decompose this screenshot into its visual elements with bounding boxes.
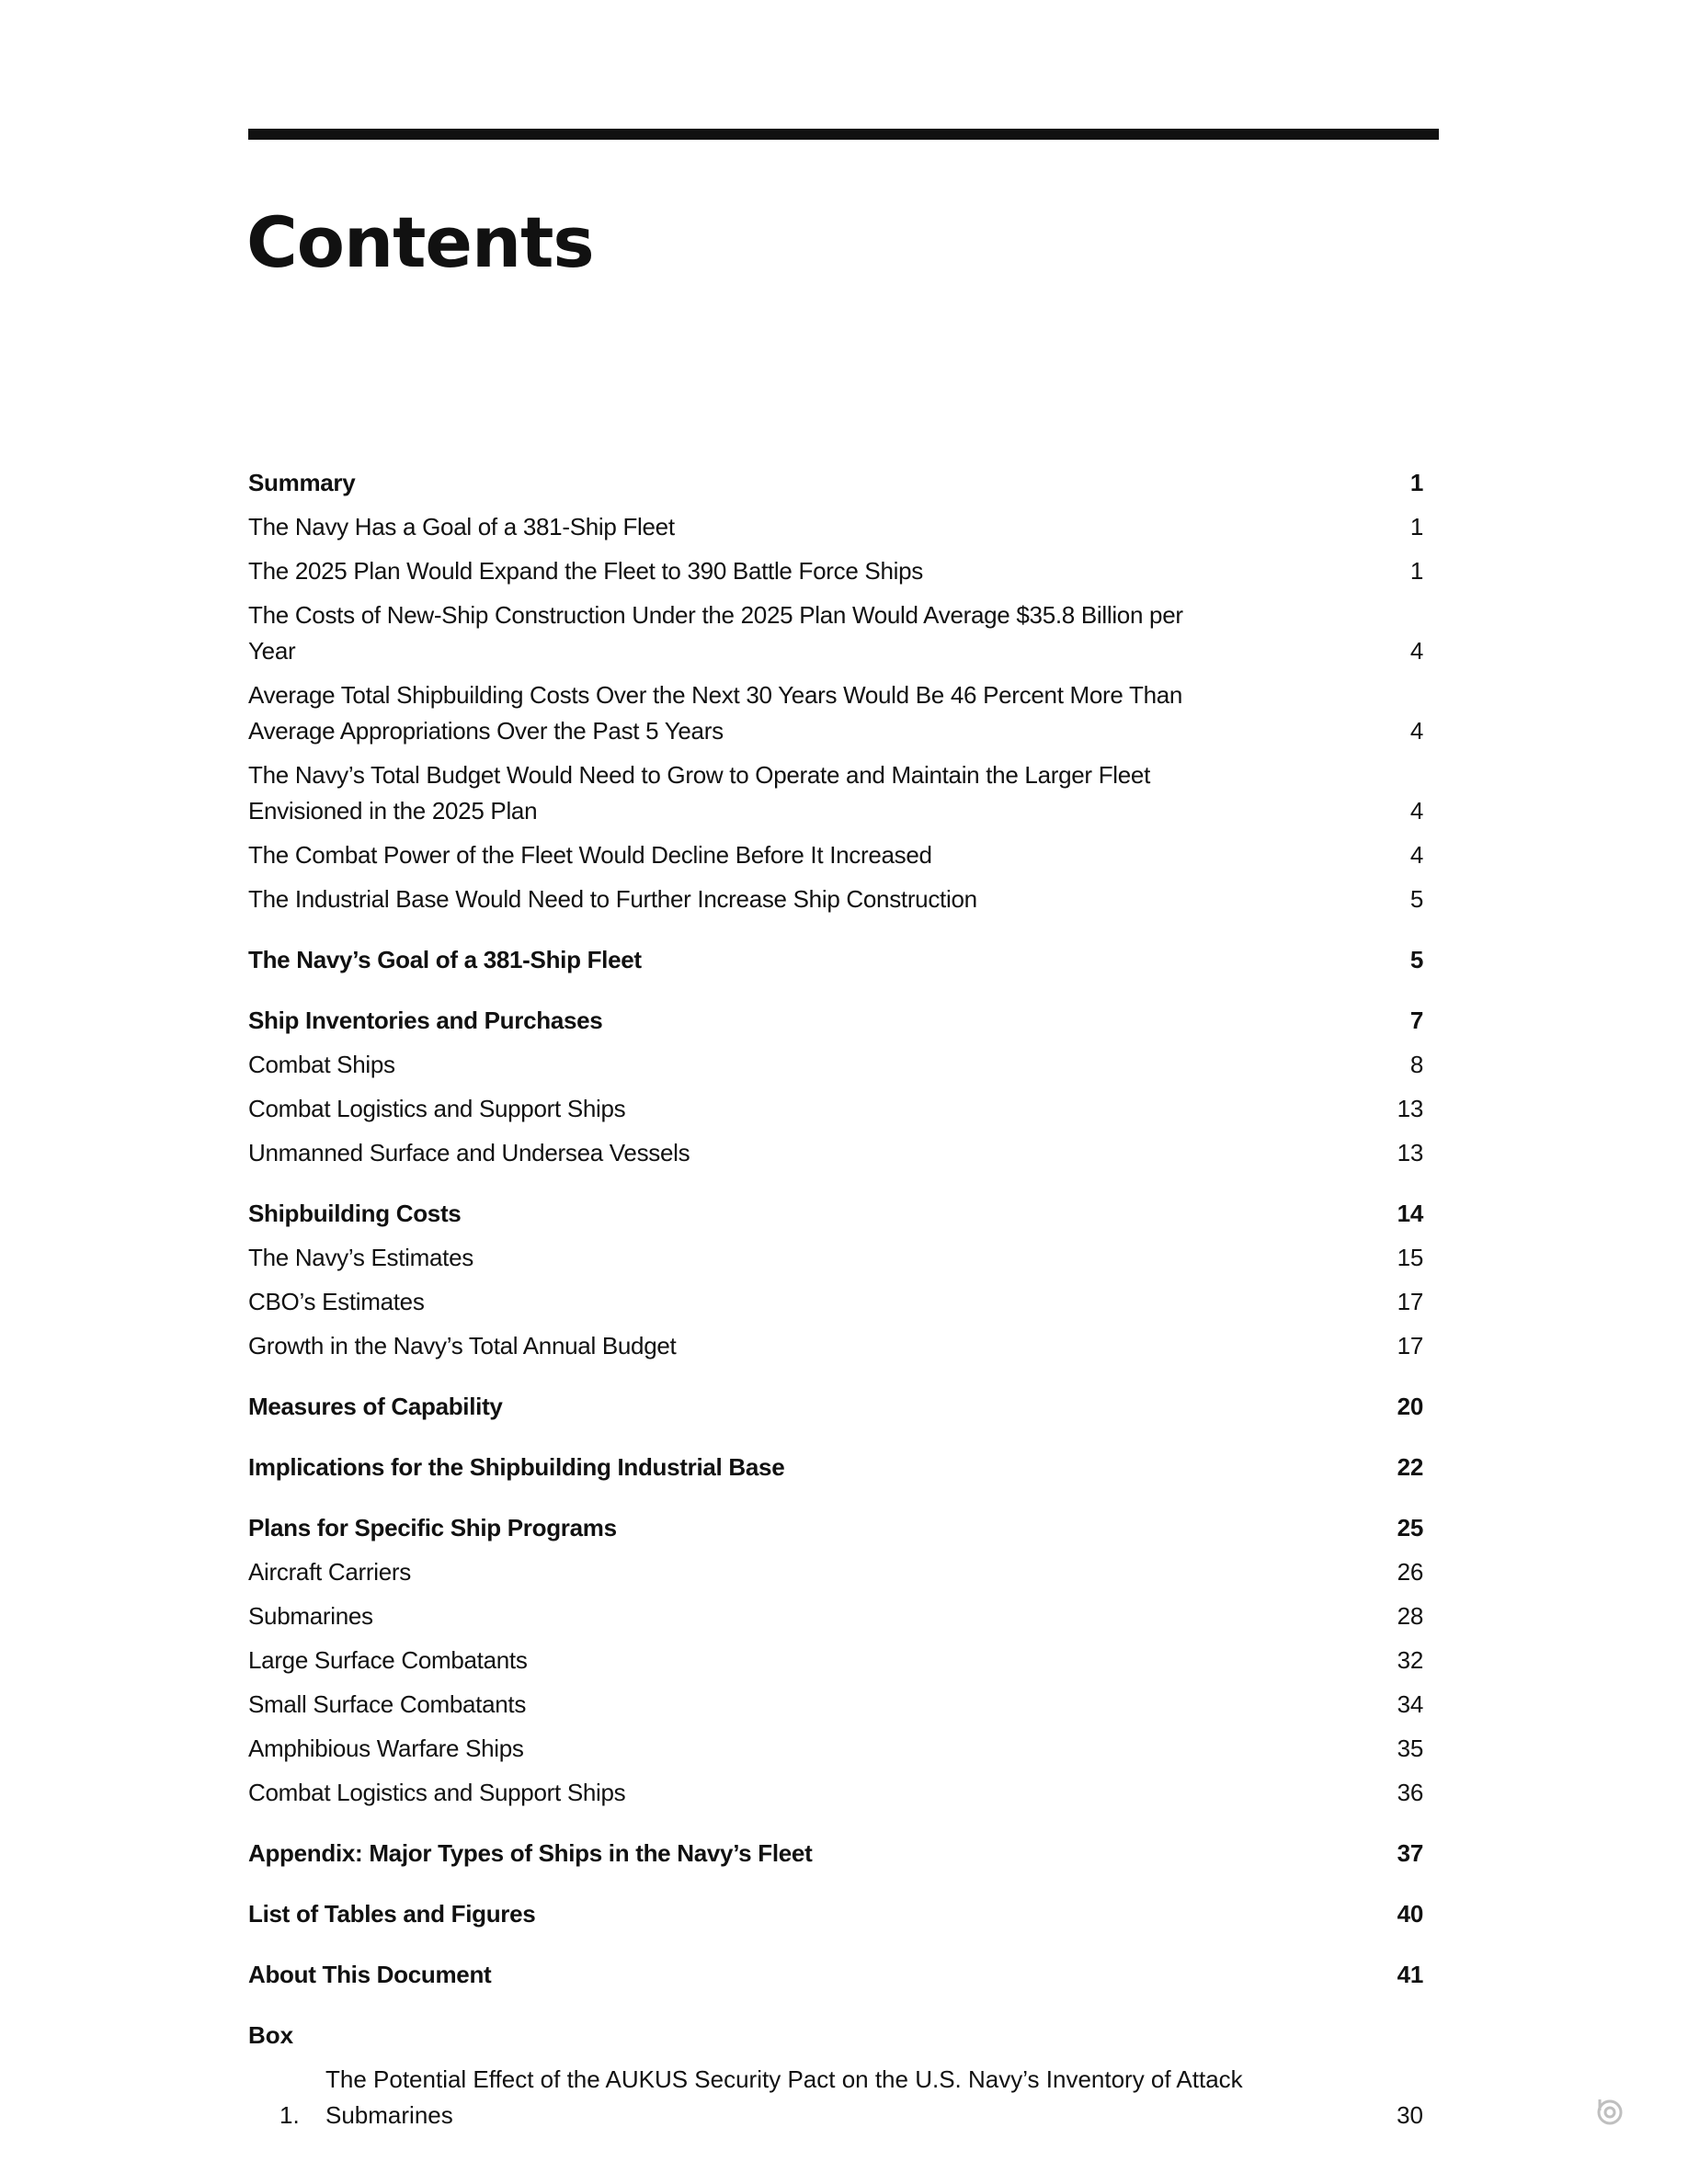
- toc-page-number: 26: [1397, 1558, 1423, 1586]
- toc-page-number: 15: [1397, 1244, 1423, 1271]
- toc-section-heading[interactable]: [248, 465, 1425, 501]
- toc-entry-label: The Combat Power of the Fleet Would Decline Before It Increased: [248, 841, 932, 869]
- toc-group: [248, 1389, 1425, 1425]
- toc-group: [248, 1003, 1425, 1171]
- box-entry-label: The Potential Effect of the AUKUS Security Pact on the U.S. Navy’s Inventory of Attack Submarines: [325, 2065, 1243, 2129]
- toc-group: [248, 1957, 1425, 1993]
- page-title: Contents: [246, 201, 594, 283]
- toc-entry-label: The Navy’s Goal of a 381-Ship Fleet: [248, 946, 642, 973]
- toc-entry-label: CBO’s Estimates: [248, 1288, 425, 1315]
- toc-page-number: 1: [1409, 557, 1423, 585]
- toc-entry[interactable]: [248, 837, 1425, 873]
- toc-groups: [248, 465, 1425, 1993]
- toc-section-heading[interactable]: [248, 1450, 1425, 1485]
- toc-entry[interactable]: [248, 1731, 1425, 1767]
- circular-logo-icon: [1596, 2098, 1624, 2125]
- box-entry[interactable]: [248, 2062, 1425, 2133]
- box-entry-number: 1.: [279, 2101, 300, 2129]
- toc-section-heading[interactable]: [248, 942, 1425, 978]
- toc-group: [248, 1510, 1425, 1811]
- toc-entry-label: Combat Logistics and Support Ships: [248, 1095, 626, 1122]
- toc-entry[interactable]: [248, 1047, 1425, 1083]
- toc-page-number: 13: [1397, 1139, 1423, 1166]
- toc-section-heading[interactable]: [248, 1957, 1425, 1993]
- toc-entry-label: The Navy Has a Goal of a 381-Ship Fleet: [248, 513, 675, 540]
- toc-entry[interactable]: [248, 1240, 1425, 1276]
- toc-section-heading[interactable]: [248, 1003, 1425, 1039]
- box-page-number: 30: [1397, 2101, 1423, 2129]
- toc-entry[interactable]: [248, 1135, 1425, 1171]
- toc-entry[interactable]: [248, 1328, 1425, 1364]
- toc-entry[interactable]: [248, 553, 1425, 589]
- toc-section-heading[interactable]: [248, 1389, 1425, 1425]
- toc-entry-label: The 2025 Plan Would Expand the Fleet to 390 Battle Force Ships: [248, 557, 923, 585]
- toc-entry-label: Shipbuilding Costs: [248, 1200, 462, 1227]
- box-section: [248, 2018, 1425, 2133]
- toc-page-number: 14: [1397, 1200, 1423, 1227]
- toc-entry[interactable]: [248, 1554, 1425, 1590]
- toc-entry-label: Average Total Shipbuilding Costs Over the Next 30 Years Would Be 46 Percent More Than Average Appropriations Over the Past 5 Years: [248, 681, 1183, 745]
- toc-page-number: 41: [1397, 1961, 1423, 1988]
- toc-entry-label: The Navy’s Estimates: [248, 1244, 473, 1271]
- toc-entry-label: Amphibious Warfare Ships: [248, 1735, 524, 1762]
- toc-page-number: 5: [1409, 885, 1423, 913]
- toc-entry-label: Implications for the Shipbuilding Industrial Base: [248, 1453, 785, 1481]
- toc-group: [248, 942, 1425, 978]
- toc-entry[interactable]: [248, 1775, 1425, 1811]
- toc-group: [248, 1450, 1425, 1485]
- toc-entry-label: Combat Ships: [248, 1051, 395, 1078]
- toc-page-number: 1: [1409, 513, 1423, 540]
- box-items: [248, 2062, 1425, 2133]
- toc-entry-label: Large Surface Combatants: [248, 1646, 528, 1674]
- toc-entry[interactable]: [248, 882, 1425, 917]
- toc-entry[interactable]: [248, 1687, 1425, 1723]
- toc-entry-label: Small Surface Combatants: [248, 1690, 527, 1718]
- toc-entry-label: Unmanned Surface and Undersea Vessels: [248, 1139, 690, 1166]
- toc-page-number: 22: [1397, 1453, 1423, 1481]
- toc-entry-label: The Navy’s Total Budget Would Need to Grow to Operate and Maintain the Larger Fleet Envisioned in the 2025 Plan: [248, 761, 1151, 825]
- toc-entry-label: List of Tables and Figures: [248, 1900, 536, 1928]
- toc-page-number: 40: [1397, 1900, 1423, 1928]
- toc-page-number: 4: [1409, 637, 1423, 665]
- toc-entry-label: Combat Logistics and Support Ships: [248, 1779, 626, 1806]
- toc-page-number: 34: [1397, 1690, 1423, 1718]
- toc-entry[interactable]: [248, 1598, 1425, 1634]
- toc-entry-label: Plans for Specific Ship Programs: [248, 1514, 617, 1541]
- toc-page-number: 36: [1397, 1779, 1423, 1806]
- toc-entry-label: The Industrial Base Would Need to Further Increase Ship Construction: [248, 885, 977, 913]
- toc-section-heading[interactable]: [248, 1836, 1425, 1871]
- toc-page-number: 32: [1397, 1646, 1423, 1674]
- toc-entry-label: Aircraft Carriers: [248, 1558, 411, 1586]
- toc-entry-label: Measures of Capability: [248, 1393, 503, 1420]
- toc-page-number: 8: [1409, 1051, 1423, 1078]
- toc-section-heading[interactable]: [248, 1896, 1425, 1932]
- toc-group: [248, 1196, 1425, 1364]
- toc-group: [248, 1836, 1425, 1871]
- toc-entry-label: Submarines: [248, 1602, 373, 1630]
- toc-entry-label: Ship Inventories and Purchases: [248, 1007, 603, 1034]
- toc-page-number: 4: [1409, 717, 1423, 745]
- toc-entry-label: Appendix: Major Types of Ships in the Navy’s Fleet: [248, 1839, 813, 1867]
- toc-page-number: 1: [1409, 469, 1423, 496]
- toc-page-number: 13: [1397, 1095, 1423, 1122]
- toc-entry[interactable]: [248, 677, 1425, 749]
- toc-page-number: 4: [1409, 797, 1423, 825]
- top-rule: [248, 129, 1439, 140]
- toc-group: [248, 465, 1425, 917]
- toc-page-number: 5: [1409, 946, 1423, 973]
- toc-entry[interactable]: [248, 1284, 1425, 1320]
- toc-group: [248, 1896, 1425, 1932]
- toc-entry[interactable]: [248, 509, 1425, 545]
- toc-entry[interactable]: [248, 597, 1425, 669]
- toc-section-heading[interactable]: [248, 1510, 1425, 1546]
- box-heading: Box: [248, 2021, 294, 2049]
- toc-entry-label: The Costs of New-Ship Construction Under the 2025 Plan Would Average $35.8 Billion per Year: [248, 601, 1183, 665]
- toc-page-number: 7: [1409, 1007, 1423, 1034]
- toc-page-number: 37: [1397, 1839, 1423, 1867]
- toc-page-number: 4: [1409, 841, 1423, 869]
- toc-page-number: 35: [1397, 1735, 1423, 1762]
- toc-page-number: 28: [1397, 1602, 1423, 1630]
- toc-entry-label: Growth in the Navy’s Total Annual Budget: [248, 1332, 677, 1359]
- toc-entry[interactable]: [248, 1091, 1425, 1127]
- toc-entry-label: About This Document: [248, 1961, 492, 1988]
- toc-section-heading[interactable]: [248, 1196, 1425, 1232]
- table-of-contents: [248, 465, 1425, 2158]
- toc-entry-label: Summary: [248, 469, 356, 496]
- toc-page-number: 20: [1397, 1393, 1423, 1420]
- toc-entry[interactable]: [248, 1643, 1425, 1678]
- toc-entry[interactable]: [248, 757, 1425, 829]
- toc-page-number: 25: [1397, 1514, 1423, 1541]
- toc-page-number: 17: [1397, 1288, 1423, 1315]
- toc-page-number: 17: [1397, 1332, 1423, 1359]
